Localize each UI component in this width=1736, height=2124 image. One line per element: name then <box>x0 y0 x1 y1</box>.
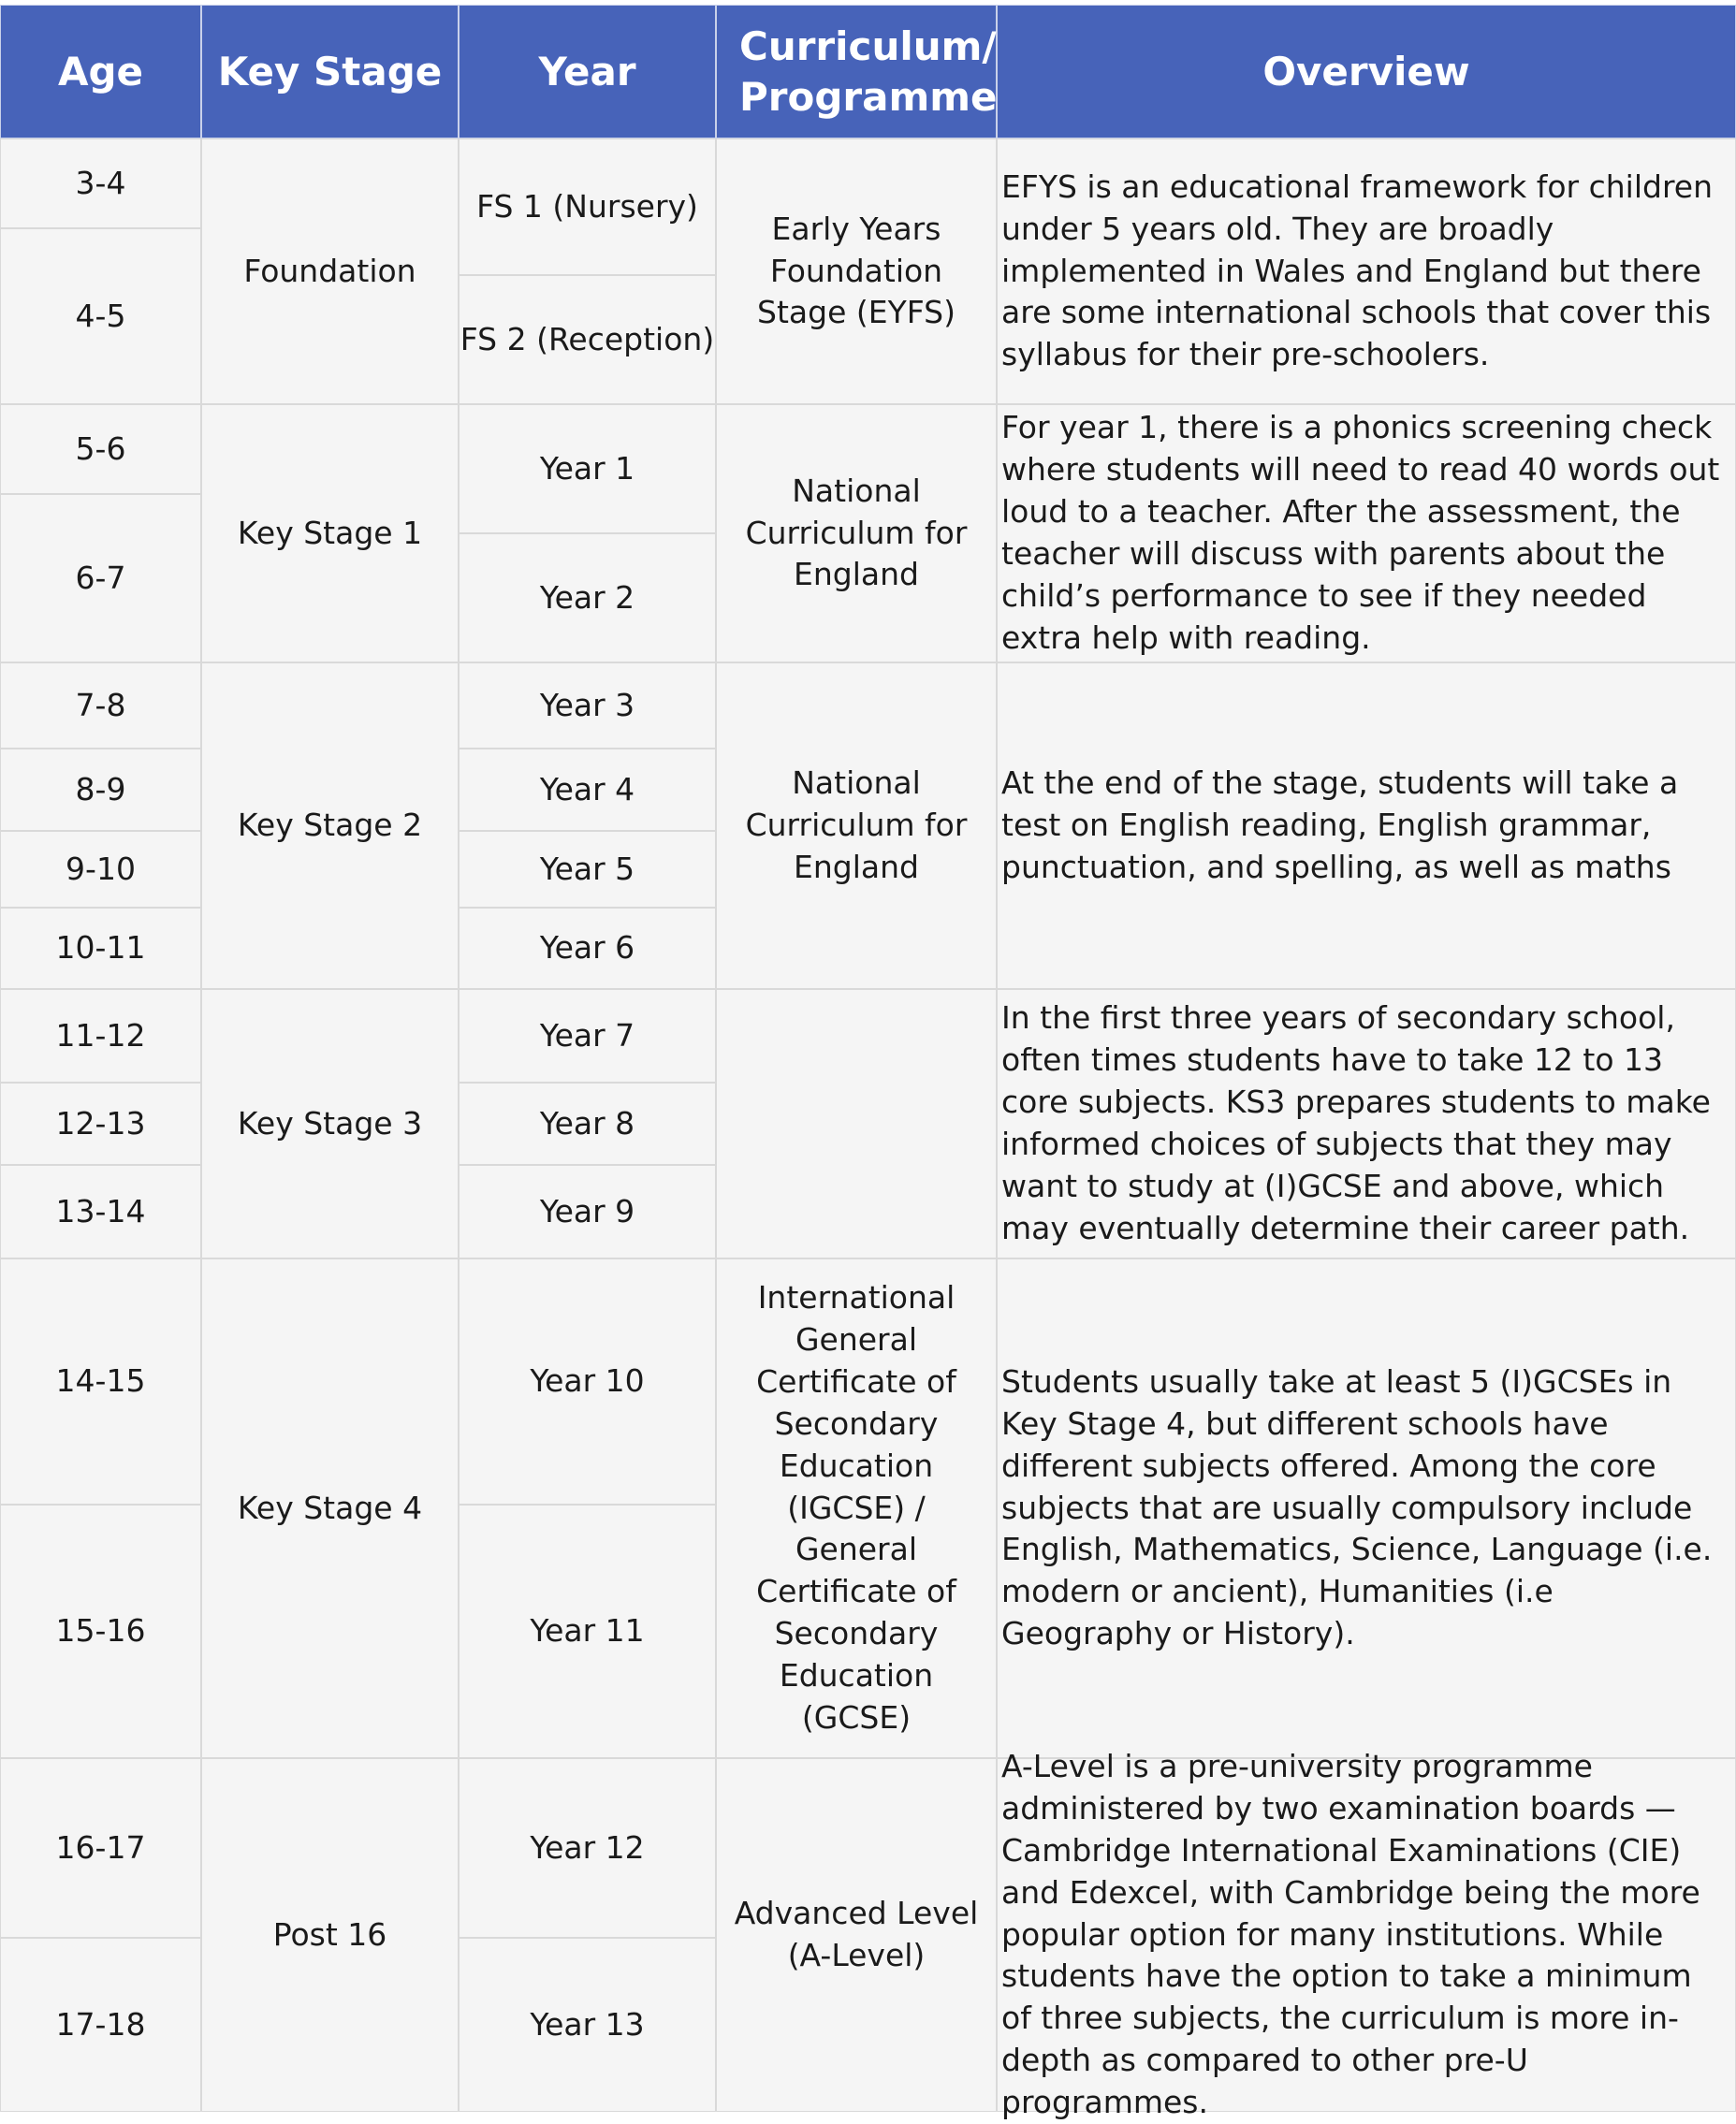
age-cell <box>0 138 201 228</box>
age-cell-text: 7-8 <box>75 686 126 723</box>
curriculum-cell-text: International General Certificate of Secondary Education (IGCSE) / General Certificate of Secondary Education (GCSE) <box>756 1279 956 1736</box>
overview-cell-text: In the first three years of secondary school, often times students have to take 12 to 13 core subjects. KS3 prepares students to make informed choices of subjects that they may want to study at (I)GCSE and above, which may eventually determine their career path. <box>1001 999 1711 1246</box>
header-curriculum <box>716 5 997 138</box>
key-stage-cell <box>201 138 459 404</box>
curriculum-cell <box>716 1258 997 1758</box>
age-cell-text: 8-9 <box>75 770 126 807</box>
year-cell <box>459 831 716 908</box>
key-stage-cell-text: Key Stage 1 <box>237 514 423 551</box>
year-cell <box>459 1165 716 1258</box>
year-cell <box>459 404 716 533</box>
year-cell-text: Year 9 <box>539 1192 635 1229</box>
year-cell-text: Year 8 <box>539 1104 635 1142</box>
age-cell-text: 4-5 <box>75 297 126 334</box>
overview-cell <box>997 989 1736 1258</box>
age-cell <box>0 1505 201 1758</box>
header-year-text: Year <box>538 48 636 95</box>
age-cell-text: 13-14 <box>55 1192 146 1229</box>
year-cell <box>459 275 716 404</box>
overview-cell-text: For year 1, there is a phonics screening check where students will need to read 40 words out loud to a teacher. After the assessment, the teacher will discuss with parents about the child’s performance to see if they needed extra help with reading. <box>1001 409 1720 656</box>
header-year <box>459 5 716 138</box>
header-overview <box>997 5 1736 138</box>
overview-cell <box>997 662 1736 989</box>
age-cell <box>0 831 201 908</box>
age-cell <box>0 228 201 404</box>
year-cell-text: Year 11 <box>530 1612 645 1650</box>
age-cell-text: 12-13 <box>55 1104 146 1142</box>
year-cell-text: Year 5 <box>539 850 635 887</box>
year-cell <box>459 989 716 1083</box>
age-cell <box>0 989 201 1083</box>
year-cell <box>459 533 716 662</box>
overview-cell-text: EFYS is an educational framework for children under 5 years old. They are broadly implemented in Wales and England but there are some international schools that cover this syllabus for their pre-schoolers. <box>1001 167 1713 373</box>
overview-cell <box>997 138 1736 404</box>
year-cell <box>459 1258 716 1505</box>
year-cell <box>459 1938 716 2112</box>
year-cell-text: Year 1 <box>539 449 635 487</box>
age-cell <box>0 1083 201 1165</box>
curriculum-cell-text: Advanced Level (A-Level) <box>734 1895 979 1973</box>
age-cell-text: 6-7 <box>75 559 126 596</box>
header-age-text: Age <box>57 48 144 95</box>
curriculum-cell-text: National Curriculum for England <box>745 472 968 593</box>
curriculum-cell <box>716 989 997 1258</box>
age-cell <box>0 1165 201 1258</box>
overview-cell <box>997 404 1736 662</box>
age-cell-text: 15-16 <box>55 1612 146 1650</box>
key-stage-cell <box>201 989 459 1258</box>
header-overview-text: Overview <box>1262 48 1470 95</box>
age-cell-text: 11-12 <box>55 1016 146 1054</box>
curriculum-cell <box>716 1758 997 2112</box>
age-cell <box>0 749 201 831</box>
overview-cell <box>997 1258 1736 1758</box>
age-cell <box>0 404 201 494</box>
age-cell <box>0 1938 201 2112</box>
age-cell <box>0 662 201 749</box>
year-cell-text: Year 10 <box>530 1362 645 1400</box>
curriculum-cell <box>716 138 997 404</box>
age-cell-text: 17-18 <box>55 2005 146 2043</box>
header-key-stage-text: Key Stage <box>217 48 443 95</box>
key-stage-cell-text: Key Stage 4 <box>237 1489 423 1526</box>
header-age <box>0 5 201 138</box>
age-cell <box>0 1758 201 1938</box>
key-stage-cell-text: Key Stage 3 <box>237 1104 423 1142</box>
overview-cell-text: Students usually take at least 5 (I)GCSEs in Key Stage 4, but different schools have different subjects offered. Among the core subjects that are usually compulsory include English, Mathematics, Science, Language (i.e. modern or ancient), Humanities (i.e Geography or History). <box>1001 1362 1713 1652</box>
year-cell <box>459 1505 716 1758</box>
year-cell-text: Year 2 <box>539 578 635 616</box>
age-cell-text: 10-11 <box>55 929 146 967</box>
year-cell-text: FS 2 (Reception) <box>460 320 715 357</box>
key-stage-cell <box>201 662 459 989</box>
year-cell-text: Year 6 <box>539 929 635 967</box>
age-cell-text: 9-10 <box>66 850 136 887</box>
age-cell-text: 16-17 <box>55 1828 146 1866</box>
overview-cell <box>997 1748 1736 2121</box>
year-cell-text: Year 13 <box>530 2005 645 2043</box>
key-stage-cell-text: Foundation <box>243 252 416 289</box>
age-cell-text: 3-4 <box>75 164 126 201</box>
header-key-stage <box>201 5 459 138</box>
year-cell <box>459 908 716 989</box>
age-cell-text: 5-6 <box>75 429 126 467</box>
year-cell <box>459 1758 716 1938</box>
age-cell <box>0 494 201 662</box>
overview-cell-text: A-Level is a pre-university programme administered by two examination boards — Cambridge International Examinations (CIE) and Edexcel, with Cambridge being the more popular option for many institutions. While students have the option to take a minimum of three subjects, the curriculum is more in-depth as compared to other pre-U programmes. <box>1001 1748 1700 2121</box>
age-cell <box>0 1258 201 1505</box>
year-cell-text: FS 1 (Nursery) <box>476 187 698 225</box>
header-curriculum-text: Curriculum/ Programme <box>739 22 998 120</box>
key-stage-cell <box>201 1258 459 1758</box>
year-cell-text: Year 3 <box>539 686 635 723</box>
curriculum-cell-text: National Curriculum for England <box>745 764 968 885</box>
year-cell <box>459 662 716 749</box>
age-cell-text: 14-15 <box>55 1362 146 1400</box>
key-stage-cell <box>201 1758 459 2112</box>
curriculum-cell-text: Early Years Foundation Stage (EYFS) <box>757 210 956 331</box>
curriculum-cell <box>716 662 997 989</box>
age-cell <box>0 908 201 989</box>
year-cell <box>459 749 716 831</box>
key-stage-cell-text: Key Stage 2 <box>237 807 423 844</box>
curriculum-cell <box>716 404 997 662</box>
key-stage-cell <box>201 404 459 662</box>
year-cell <box>459 138 716 275</box>
key-stage-cell-text: Post 16 <box>272 1915 387 1953</box>
year-cell-text: Year 12 <box>530 1828 645 1866</box>
year-cell-text: Year 7 <box>539 1016 635 1054</box>
year-cell <box>459 1083 716 1165</box>
year-cell-text: Year 4 <box>539 770 635 807</box>
overview-cell-text: At the end of the stage, students will take a test on English reading, English grammar, punctuation, and spelling, as well as maths <box>1001 764 1679 885</box>
